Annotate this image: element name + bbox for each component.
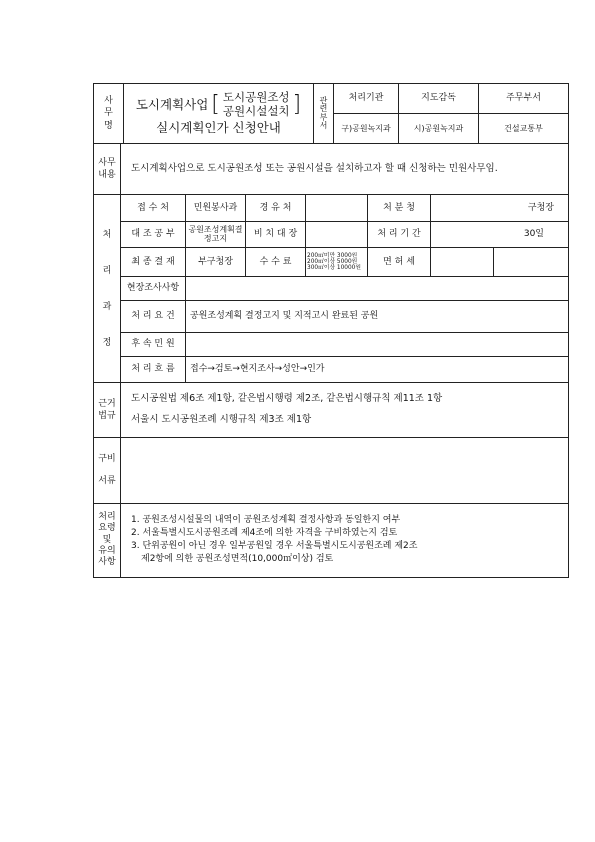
- period-label: 처 리 기 간: [368, 222, 431, 248]
- dept-header: 주무부서: [479, 84, 569, 114]
- note-line: 1. 공원조성시설물의 내역이 공원조성계획 결정사항과 동일한지 여부: [131, 515, 401, 526]
- requirement-label: 처 리 요 건: [121, 301, 186, 333]
- flow-value: 접수→검토→현지조사→성안→인가: [186, 357, 569, 383]
- note-line: 2. 서울특별시도시공원조례 제4조에 의한 자격을 구비하였는지 검토: [131, 528, 398, 539]
- content-label: 사무 내용: [94, 144, 121, 195]
- dispose-value: 구청장: [431, 195, 569, 222]
- followup-label: 후 속 민 원: [121, 333, 186, 357]
- followup-value: [186, 333, 569, 357]
- notes-label: 처리 요령 및 유의 사항: [94, 503, 121, 577]
- compare-value: [306, 222, 368, 248]
- note-line: 제2항에 의한 공원조성면적(10,000㎡이상) 검토: [141, 554, 334, 565]
- public-label: 대 조 공 부: [121, 222, 186, 248]
- basis-label: 근거 법규: [94, 383, 121, 437]
- dispose-label: 처 분 청: [368, 195, 431, 222]
- title-prefix: 도시계획사업: [135, 97, 209, 113]
- title-option: 공원시설설치: [222, 104, 290, 119]
- title-suffix: 실시계획인가 신청안내: [156, 119, 281, 135]
- receive-label: 접 수 처: [121, 195, 186, 222]
- via-value: [306, 195, 368, 222]
- basis-line: 서울시 도시공원조례 시행규칙 제3조 제1항: [131, 414, 312, 426]
- related-dept-label: 관 련 부 서: [314, 84, 334, 144]
- content-text: 도시계획사업으로 도시공원조성 또는 공원시설을 설치하고자 할 때 신청하는 민원사무임.: [121, 144, 569, 195]
- basis-text: [121, 383, 569, 437]
- documents-text: [121, 437, 569, 503]
- header-table: [93, 83, 569, 144]
- basis-line: 도시공원법 제6조 제1항, 같은법시행령 제2조, 같은법시행규칙 제11조 1항: [131, 393, 443, 405]
- dept-header: 지도감독: [399, 84, 479, 114]
- survey-label: 현장조사사항: [121, 277, 186, 301]
- form-title: 도시계획사업 [ 도시공원조성 공원시설설치 ] 실시계획인가 신청안내: [124, 84, 314, 144]
- final-label: 최 종 결 재: [121, 248, 186, 277]
- period-value: 30일: [431, 222, 569, 248]
- work-name-label: 사 무 명: [94, 84, 124, 144]
- license-value: [431, 248, 494, 277]
- public-value: 공원조성계획결정고지: [186, 222, 246, 248]
- license-label: 면 허 세: [368, 248, 431, 277]
- note-line: 3. 단위공원이 아닌 경우 일부공원일 경우 서울특별시도시공원조례 제2조: [131, 541, 418, 552]
- final-value: 부구청장: [186, 248, 246, 277]
- survey-value: [186, 277, 569, 301]
- compare-label: 비 치 대 장: [246, 222, 306, 248]
- dept-value: 건설교통부: [479, 114, 569, 144]
- process-label: 처 리 과 정: [94, 195, 121, 383]
- main-table: [93, 143, 569, 578]
- flow-label: 처 리 흐 름: [121, 357, 186, 383]
- requirement-value: 공원조성계획 결정고지 및 지적고시 완료된 공원: [186, 301, 569, 333]
- dept-value: 시)공원녹지과: [399, 114, 479, 144]
- notes-text: [121, 503, 569, 577]
- receive-value: 민원봉사과: [186, 195, 246, 222]
- fee-label: 수 수 료: [246, 248, 306, 277]
- documents-label: 구비 서류: [94, 437, 121, 503]
- dept-value: 구)공원녹지과: [334, 114, 399, 144]
- fee-value: 200㎡미만 3000원 200㎡이상 5000원 300㎡이상 10000원: [306, 248, 368, 277]
- dept-header: 처리기관: [334, 84, 399, 114]
- via-label: 경 유 처: [246, 195, 306, 222]
- title-option: 도시공원조성: [222, 90, 290, 105]
